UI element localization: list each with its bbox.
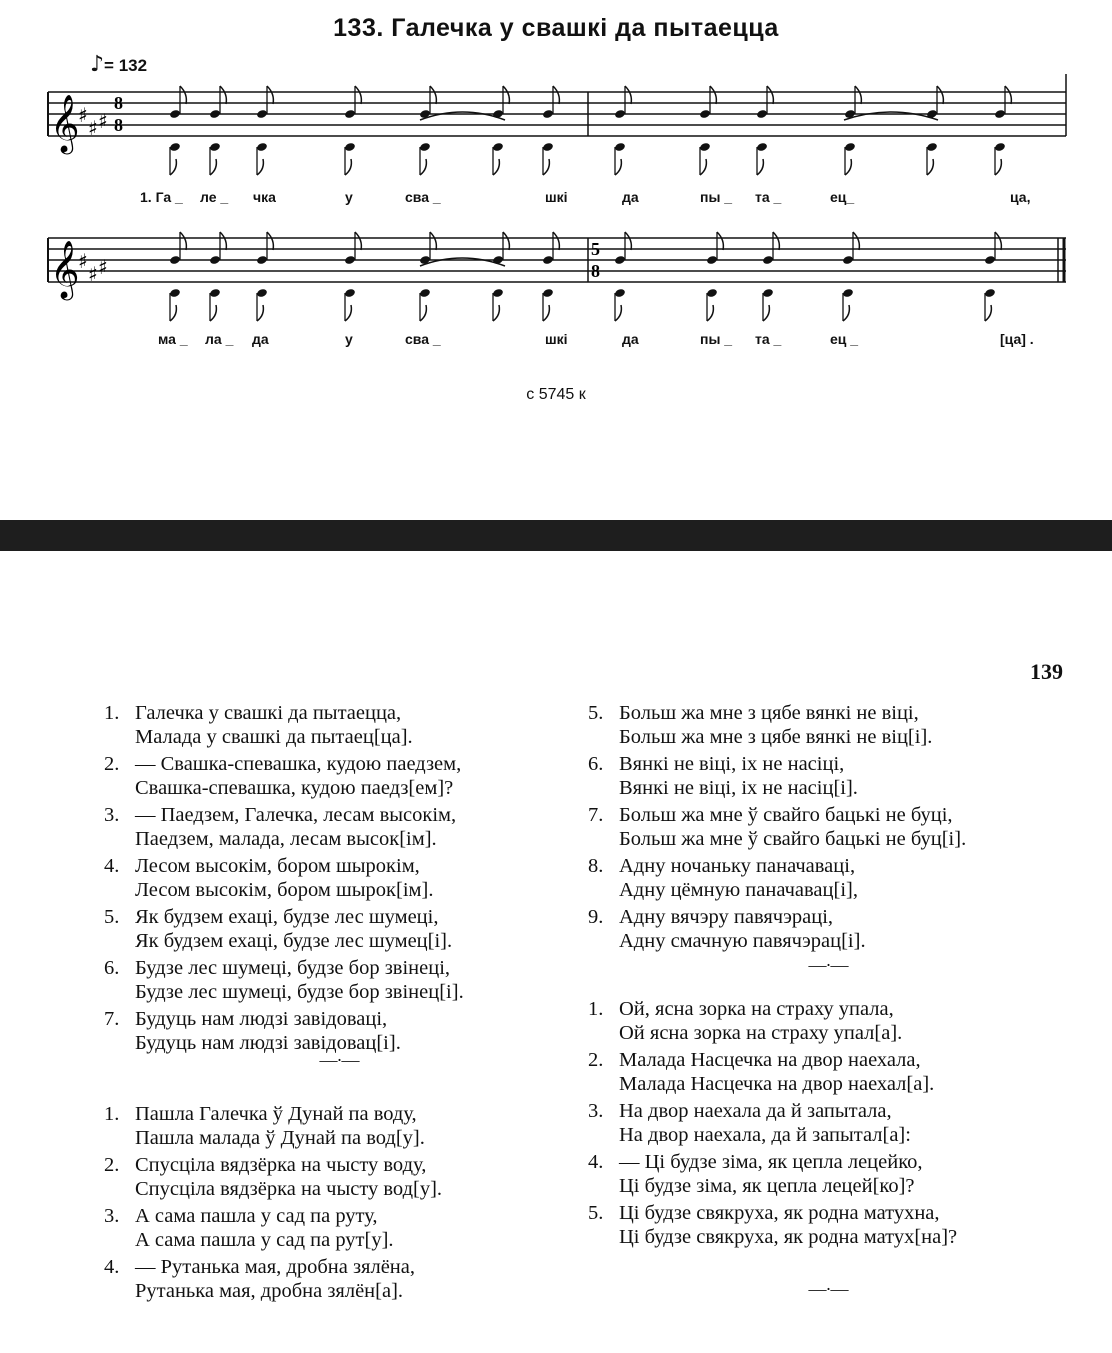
note-group (169, 232, 1001, 321)
catalog-code: с 5745 к (526, 386, 586, 403)
note-head (762, 255, 774, 265)
note-group (169, 86, 1011, 175)
song-variant-a (104, 701, 574, 1055)
stanza (104, 1153, 574, 1201)
lyric-syllable: [ца] . (1000, 331, 1034, 347)
stanza-line: Рутанька мая, дробна зялён[а]. (135, 1280, 404, 1302)
stanza-number: 7. (104, 1008, 120, 1030)
stanza (104, 803, 574, 851)
stanza-line: Ой ясна зорка на страху упал[а]. (619, 1022, 903, 1044)
note-head (344, 288, 356, 298)
lyric-syllable: ца, (1010, 189, 1031, 205)
stanza-line: — Свашка-спевашка, кудою паедзем, (135, 753, 462, 775)
stanza (104, 905, 574, 953)
stanza-line: Свашка-спевашка, кудою паедз[ем]? (135, 777, 454, 799)
svg-text:♯: ♯ (78, 103, 88, 127)
note-head (419, 288, 431, 298)
stanza (588, 997, 1068, 1045)
stanza-line: Малада Насцечка на двор наехал[а]. (619, 1073, 935, 1095)
lyric-syllable: чка (253, 189, 276, 205)
stanza (104, 1007, 574, 1055)
stanza-line: Ой, ясна зорка на страху упала, (619, 998, 894, 1020)
stanza-number: 5. (588, 702, 604, 724)
note-head (344, 142, 356, 152)
stanza (104, 1204, 574, 1252)
tie (844, 112, 938, 120)
stanza (104, 1255, 574, 1303)
note-head (209, 288, 221, 298)
svg-text:8: 8 (114, 93, 123, 113)
stanza-line: Як будзем ехаці, будзе лес шумеці, (135, 906, 439, 928)
score-page (0, 0, 1112, 520)
tie (420, 112, 505, 120)
lyrics-column-left (104, 701, 574, 1306)
svg-text:8: 8 (591, 261, 600, 281)
treble-clef-icon: 𝄞 (50, 240, 80, 298)
key-signature-sharps (78, 249, 108, 286)
stanza-line: Адну смачную павячэрац[і]. (619, 930, 866, 952)
note-head (984, 255, 996, 265)
svg-text:5: 5 (591, 239, 600, 259)
note-head (614, 255, 626, 265)
stanza-line: Ці будзе свякруха, як родна матухна, (619, 1202, 940, 1224)
eighth-note-icon: ♪ (90, 52, 105, 77)
note-head (926, 142, 938, 152)
stanza-line: На двор наехала да й запытала, (619, 1100, 892, 1122)
stanza-line: — Рутанька мая, дробна зялёна, (135, 1256, 415, 1278)
stanza (588, 1048, 1068, 1096)
stanza-line: Ці будзе зіма, як цепла лецей[ко]? (619, 1175, 915, 1197)
stanza-number: 5. (588, 1202, 604, 1224)
note-head (542, 142, 554, 152)
lyric-syllable: ле _ (200, 189, 229, 205)
lyric-syllable: ма _ (158, 331, 188, 347)
stanza-number: 1. (104, 1103, 120, 1125)
music-staff-1 (0, 60, 1112, 200)
section-separator: —·— (808, 955, 848, 975)
stanza-line: А сама пашла у сад па рут[у]. (135, 1229, 394, 1251)
stanza-number: 4. (104, 1256, 120, 1278)
stanza-line: Будзе лес шумеці, будзе бор звінец[і]. (135, 981, 464, 1003)
svg-text:♯: ♯ (88, 262, 98, 286)
stanza-line: Вянкі не віці, іх не насіці, (619, 753, 845, 775)
note-head (419, 142, 431, 152)
note-head (614, 142, 626, 152)
tie (420, 258, 505, 266)
stanza (588, 854, 1068, 902)
stanza-line: Спусціла вядзёрка на чысту воду, (135, 1154, 427, 1176)
note-head (699, 142, 711, 152)
note-head (542, 109, 554, 119)
stanza (588, 905, 1068, 953)
stanza (104, 956, 574, 1004)
stanza-line: Больш жа мне ў свайго бацькі не буц[і]. (619, 828, 967, 850)
stanza-line: Спусціла вядзёрка на чысту вод[у]. (135, 1178, 443, 1200)
song-variant-a-continued (588, 701, 1068, 953)
lyric-syllable: да (622, 331, 639, 347)
stanza-number: 7. (588, 804, 604, 826)
lyric-syllable: да (252, 331, 269, 347)
note-head (169, 142, 181, 152)
stanza-number: 3. (104, 1205, 120, 1227)
stanza-line: Будуць нам людзі завідовац[і]. (135, 1032, 401, 1054)
tempo-value: = 132 (104, 56, 148, 75)
stanza-line: Ці будзе свякруха, як родна матух[на]? (619, 1226, 958, 1248)
note-head (756, 142, 768, 152)
stanza-line: Вянкі не віці, іх не насіц[і]. (619, 777, 858, 799)
section-separator: —·— (808, 1279, 848, 1299)
note-head (542, 255, 554, 265)
stanza (588, 701, 1068, 749)
svg-text:♯: ♯ (98, 109, 108, 133)
note-head (344, 109, 356, 119)
stanza-line: Лесом высокім, бором шырокім, (135, 855, 420, 877)
note-head (344, 255, 356, 265)
stanza (104, 752, 574, 800)
note-head (209, 255, 221, 265)
lyric-syllable: та _ (755, 189, 782, 205)
lyrics-column-right (588, 701, 1068, 1327)
lyrics-page (0, 551, 1112, 1353)
note-head (209, 142, 221, 152)
note-head (169, 109, 181, 119)
lyric-syllable: ла _ (205, 331, 234, 347)
note-head (256, 142, 268, 152)
stanza-line: Адну ночаньку паначаваці, (619, 855, 856, 877)
page-divider (0, 520, 1112, 551)
note-head (762, 288, 774, 298)
stanza (588, 803, 1068, 851)
stanza (588, 1150, 1068, 1198)
note-head (492, 288, 504, 298)
lyric-syllable: у (345, 331, 353, 347)
note-head (614, 288, 626, 298)
stanza-line: Пашла Галечка ў Дунай па воду, (135, 1103, 417, 1125)
stanza-number: 1. (588, 998, 604, 1020)
stanza-line: Будзе лес шумеці, будзе бор звінеці, (135, 957, 451, 979)
lyric-syllable: шкі (545, 331, 568, 347)
stanza-line: Будуць нам людзі завідоваці, (135, 1008, 388, 1030)
stanza-number: 8. (588, 855, 604, 877)
stanza-line: Паедзем, малада, лесам высок[ім]. (135, 828, 437, 850)
note-head (994, 142, 1006, 152)
note-head (492, 142, 504, 152)
stanza (588, 1201, 1068, 1249)
stanza-number: 4. (588, 1151, 604, 1173)
lyric-syllable: ец _ (830, 331, 859, 347)
stanza (104, 1102, 574, 1150)
lyric-syllable: та _ (755, 331, 782, 347)
stanza-number: 4. (104, 855, 120, 877)
note-head (256, 288, 268, 298)
stanza-line: Адну цёмную паначавац[і], (619, 879, 858, 901)
note-head (842, 288, 854, 298)
stanza-line: Адну вячэру павячэраці, (619, 906, 834, 928)
stanza-line: Малада у свашкі да пытаец[ца]. (135, 726, 413, 748)
stanza-line: Больш жа мне з цябе вянкі не віці, (619, 702, 919, 724)
stanza-line: На двор наехала, да й запытал[а]: (619, 1124, 911, 1146)
stanza (588, 752, 1068, 800)
stanza-number: 2. (104, 1154, 120, 1176)
stanza-line: Пашла малада ў Дунай па вод[у]. (135, 1127, 425, 1149)
stanza-number: 3. (104, 804, 120, 826)
stanza-line: А сама пашла у сад па руту, (135, 1205, 378, 1227)
note-head (209, 109, 221, 119)
note-head (542, 288, 554, 298)
stanza-number: 3. (588, 1100, 604, 1122)
song-variant-c (588, 997, 1068, 1249)
stanza (104, 854, 574, 902)
svg-text:♯: ♯ (98, 255, 108, 279)
svg-text:♯: ♯ (88, 116, 98, 140)
lyric-syllable: ец_ (830, 189, 855, 205)
svg-text:8: 8 (114, 115, 123, 135)
stanza-number: 9. (588, 906, 604, 928)
stanza-line: Галечка у свашкі да пытаецца, (135, 702, 402, 724)
page-number: 139 (1030, 659, 1063, 684)
stanza-line: — Паедзем, Галечка, лесам высокім, (135, 804, 457, 826)
lyric-syllable: 1. Га _ (140, 189, 183, 205)
note-head (699, 109, 711, 119)
note-head (756, 109, 768, 119)
stanza-line: Больш жа мне з цябе вянкі не віц[і]. (619, 726, 933, 748)
stanza (104, 701, 574, 749)
note-head (706, 255, 718, 265)
key-signature-sharps (78, 103, 108, 140)
lyric-syllable: да (622, 189, 639, 205)
stanza-line: — Ці будзе зіма, як цепла лецейко, (619, 1151, 923, 1173)
lyric-syllable: пы _ (700, 189, 733, 205)
treble-clef-icon: 𝄞 (50, 94, 80, 152)
lyric-syllable: сва _ (405, 331, 441, 347)
stanza-line: Малада Насцечка на двор наехала, (619, 1049, 921, 1071)
note-head (614, 109, 626, 119)
lyric-syllable: сва _ (405, 189, 441, 205)
note-head (994, 109, 1006, 119)
lyric-syllable: у (345, 189, 353, 205)
note-head (706, 288, 718, 298)
stanza-line: Як будзем ехаці, будзе лес шумец[і]. (135, 930, 453, 952)
stanza-number: 1. (104, 702, 120, 724)
stanza-line: Лесом высокім, бором шырок[ім]. (135, 879, 434, 901)
lyric-syllable: пы _ (700, 331, 733, 347)
song-variant-b (104, 1102, 574, 1303)
note-head (256, 255, 268, 265)
note-head (169, 288, 181, 298)
stanza-number: 2. (588, 1049, 604, 1071)
stanza (588, 1099, 1068, 1147)
note-head (842, 255, 854, 265)
svg-text:♯: ♯ (78, 249, 88, 273)
stanza-line: Больш жа мне ў свайго бацькі не буці, (619, 804, 953, 826)
stanza-number: 6. (104, 957, 120, 979)
note-head (169, 255, 181, 265)
section-separator: —·— (319, 1050, 359, 1070)
lyric-syllable: шкі (545, 189, 568, 205)
stanza-number: 2. (104, 753, 120, 775)
stanza-number: 5. (104, 906, 120, 928)
note-head (256, 109, 268, 119)
stanza-number: 6. (588, 753, 604, 775)
note-head (984, 288, 996, 298)
song-title: 133. Галечка у свашкі да пытаецца (333, 14, 779, 42)
note-head (844, 142, 856, 152)
